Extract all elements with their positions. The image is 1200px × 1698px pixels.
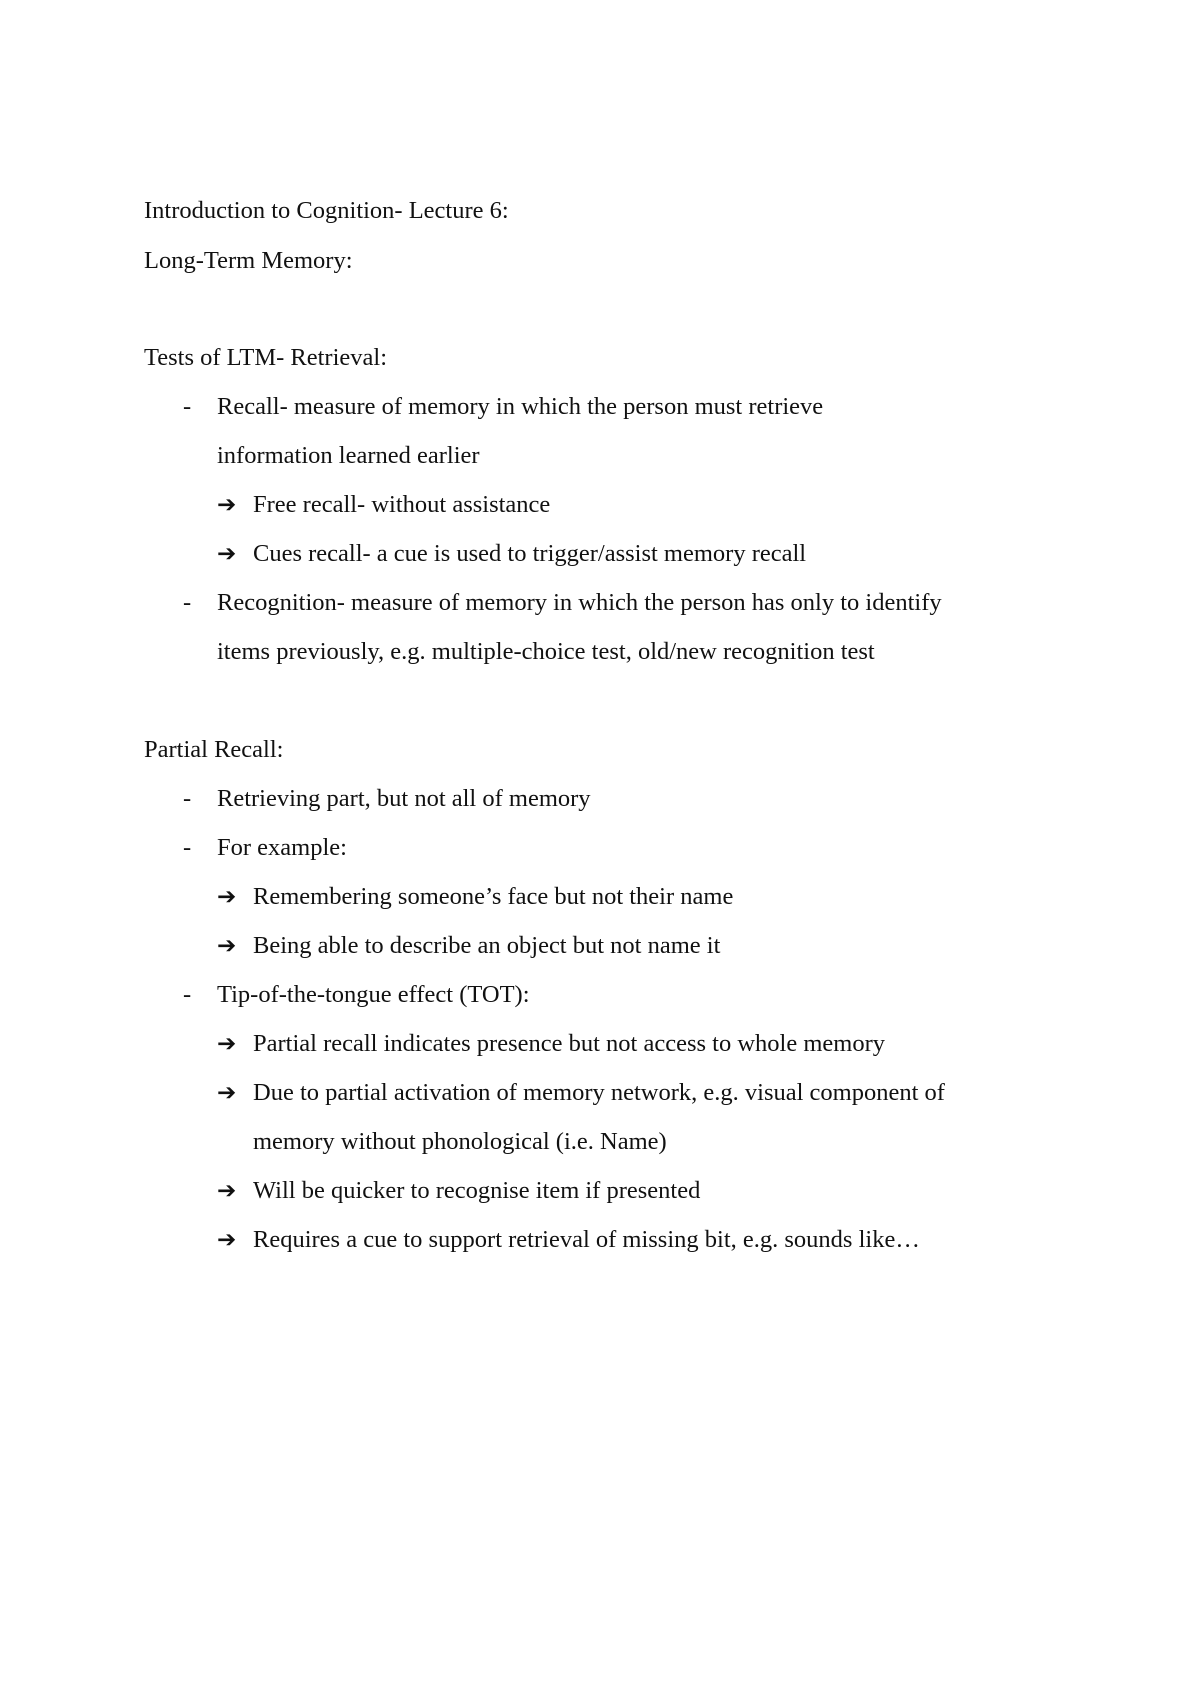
- arrow-item-cues-recall: Cues recall- a cue is used to trigger/assist memory recall: [253, 540, 807, 567]
- arrow-item-describe-object: Being able to describe an object but not name it: [253, 932, 721, 959]
- document-subtitle: Long-Term Memory:: [144, 247, 353, 274]
- bullet-marker: -: [183, 393, 192, 420]
- arrow-bullet-icon: ➔: [217, 1080, 237, 1106]
- arrow-bullet-icon: ➔: [217, 1031, 237, 1057]
- bullet-recognition: Recognition- measure of memory in which the person has only to identify: [217, 589, 942, 616]
- arrow-item-partial-recall-presence: Partial recall indicates presence but not access to whole memory: [253, 1030, 885, 1057]
- bullet-retrieving-part: Retrieving part, but not all of memory: [217, 785, 591, 812]
- arrow-bullet-icon: ➔: [217, 1227, 237, 1253]
- document-title: Introduction to Cognition- Lecture 6:: [144, 197, 509, 224]
- arrow-item-partial-activation-continuation: memory without phonological (i.e. Name): [253, 1128, 667, 1155]
- bullet-marker: -: [183, 834, 192, 861]
- bullet-recognition-continuation: items previously, e.g. multiple-choice test, old/new recognition test: [217, 638, 875, 665]
- bullet-marker: -: [183, 981, 192, 1008]
- arrow-item-requires-cue: Requires a cue to support retrieval of missing bit, e.g. sounds like…: [253, 1226, 920, 1253]
- bullet-marker: -: [183, 785, 192, 812]
- arrow-bullet-icon: ➔: [217, 492, 237, 518]
- section-heading-partial-recall: Partial Recall:: [144, 736, 284, 763]
- arrow-bullet-icon: ➔: [217, 884, 237, 910]
- arrow-item-remembering-face: Remembering someone’s face but not their name: [253, 883, 734, 910]
- bullet-recall: Recall- measure of memory in which the person must retrieve: [217, 393, 824, 420]
- bullet-tot: Tip-of-the-tongue effect (TOT):: [217, 981, 530, 1008]
- arrow-bullet-icon: ➔: [217, 541, 237, 567]
- arrow-item-quicker-recognise: Will be quicker to recognise item if presented: [253, 1177, 701, 1204]
- bullet-recall-continuation: information learned earlier: [217, 442, 480, 469]
- arrow-item-partial-activation: Due to partial activation of memory network, e.g. visual component of: [253, 1079, 945, 1106]
- arrow-item-free-recall: Free recall- without assistance: [253, 491, 551, 518]
- arrow-bullet-icon: ➔: [217, 1178, 237, 1204]
- arrow-bullet-icon: ➔: [217, 933, 237, 959]
- bullet-for-example: For example:: [217, 834, 347, 861]
- section-heading-tests-of-ltm: Tests of LTM- Retrieval:: [144, 344, 388, 371]
- bullet-marker: -: [183, 589, 192, 616]
